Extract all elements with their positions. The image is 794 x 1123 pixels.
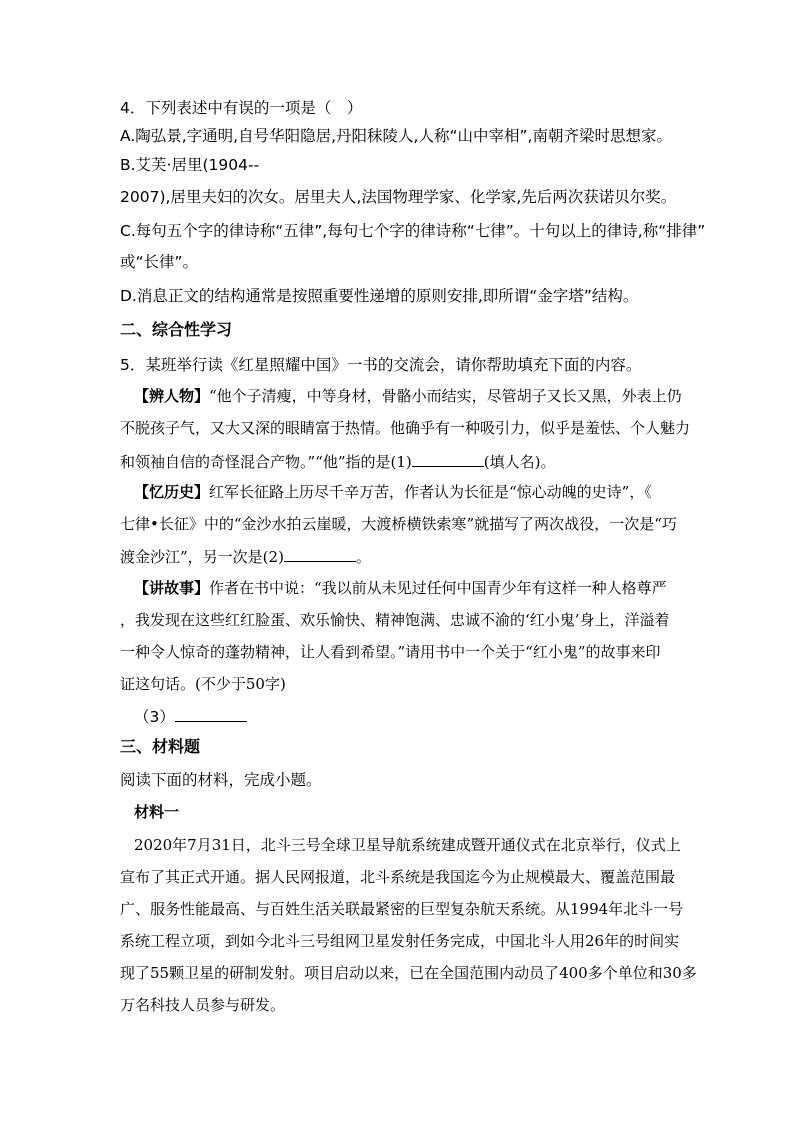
q4-stem: 4．下列表述中有误的一项是（ ）: [120, 99, 363, 117]
paragraph-recall-history-line3: 渡金沙江”，另一次是(2) 。: [120, 548, 371, 566]
tag-tell-story: 【讲故事】: [134, 579, 210, 597]
answer-blank-1[interactable]: [412, 451, 484, 467]
paragraph-tell-story-line3: 一种令人惊奇的蓬勃精神，让人看到希望。”请用书中一个关于“红小鬼”的故事来印: [120, 643, 661, 661]
material1-line4: 系统工程立项，到如今北斗三号组网卫星发射任务完成，中国北斗人用26年的时间实: [120, 932, 680, 950]
tag-identify-person: 【辨人物】: [134, 387, 210, 405]
paragraph-tell-story-line2: ，我发现在这些红红脸蛋、欢乐愉快、精神饱满、忠诚不渝的‘红小鬼’身上，洋溢着: [120, 611, 670, 629]
q4-option-c-line2: 或“长律”。: [120, 253, 199, 271]
paragraph-recall-history-line2: 七律•长征》中的“金沙水拍云崖暖，大渡桥横铁索寒”就描写了两次战役，一次是“巧: [120, 515, 677, 533]
q4-option-d: D.消息正文的结构通常是按照重要性递增的原则安排,即所谓“金字塔”结构。: [120, 287, 639, 305]
material1-line2: 宣布了其正式开通。据人民网报道，北斗系统是我国迄今为止规模最大、覆盖范围最: [120, 868, 676, 886]
tag-recall-history: 【忆历史】: [134, 483, 210, 501]
material1-line3: 广、服务性能最高、与百姓生活关联最紧密的巨型复杂航天系统。从1994年北斗一号: [120, 900, 684, 918]
section3-heading: 三、材料题: [120, 737, 201, 756]
paragraph-tell-story-line4: 证这句话。(不少于50字): [120, 675, 286, 693]
answer-blank-2[interactable]: [284, 546, 356, 562]
section2-heading: 二、综合性学习: [120, 320, 233, 339]
paragraph-identify-person-line2: 不脱孩子气，又大又深的眼睛富于热情。他确乎有一种吸引力，似乎是羞怯、个人魅力: [120, 419, 691, 437]
paragraph-identify-person-line1: 【辨人物】“他个子清瘦，中等身材，骨骼小而结实，尽管胡子又长又黑，外表上仍: [134, 387, 682, 405]
answer-3-row: [134, 706, 247, 727]
material1-line5: 现了55颗卫星的研制发射。项目启动以来，已在全国范围内动员了400多个单位和30多: [120, 964, 697, 982]
answer-3-label: （3）: [134, 708, 175, 726]
paragraph-identify-person-line3: 和领袖自信的奇怪混合产物。”“他”指的是(1) (填人名)。: [120, 453, 556, 471]
material1-title: 材料一: [134, 803, 180, 821]
material1-line6: 万名科技人员参与研发。: [120, 996, 286, 1014]
answer-blank-3[interactable]: [175, 706, 247, 722]
q4-option-a: A.陶弘景,字通明,自号华阳隐居,丹阳秣陵人,人称“山中宰相”,南朝齐梁时思想家。: [120, 127, 672, 145]
paragraph-tell-story-line1: 【讲故事】作者在书中说：“我以前从未见过任何中国青少年有这样一种人格尊严: [134, 579, 667, 597]
material1-line1: 2020年7月31日，北斗三号全球卫星导航系统建成暨开通仪式在北京举行，仪式上: [134, 836, 681, 854]
q4-option-b-line2: 2007),居里夫妇的次女。居里夫人,法国物理学家、化学家,先后两次获诺贝尔奖。: [120, 188, 677, 206]
section3-intro: 阅读下面的材料，完成小题。: [120, 771, 322, 789]
q4-option-b-line1: B.艾芙·居里(1904--: [120, 156, 260, 174]
q4-option-c-line1: C.每句五个字的律诗称“五律”,每句七个字的律诗称“七律”。十句以上的律诗,称“排律”: [120, 222, 706, 240]
paragraph-recall-history-line1: 【忆历史】红军长征路上历尽千辛万苦，作者认为长征是“惊心动魄的史诗”，《: [134, 483, 652, 501]
q5-stem: 5．某班举行读《红星照耀中国》一书的交流会，请你帮助填充下面的内容。: [120, 356, 642, 374]
